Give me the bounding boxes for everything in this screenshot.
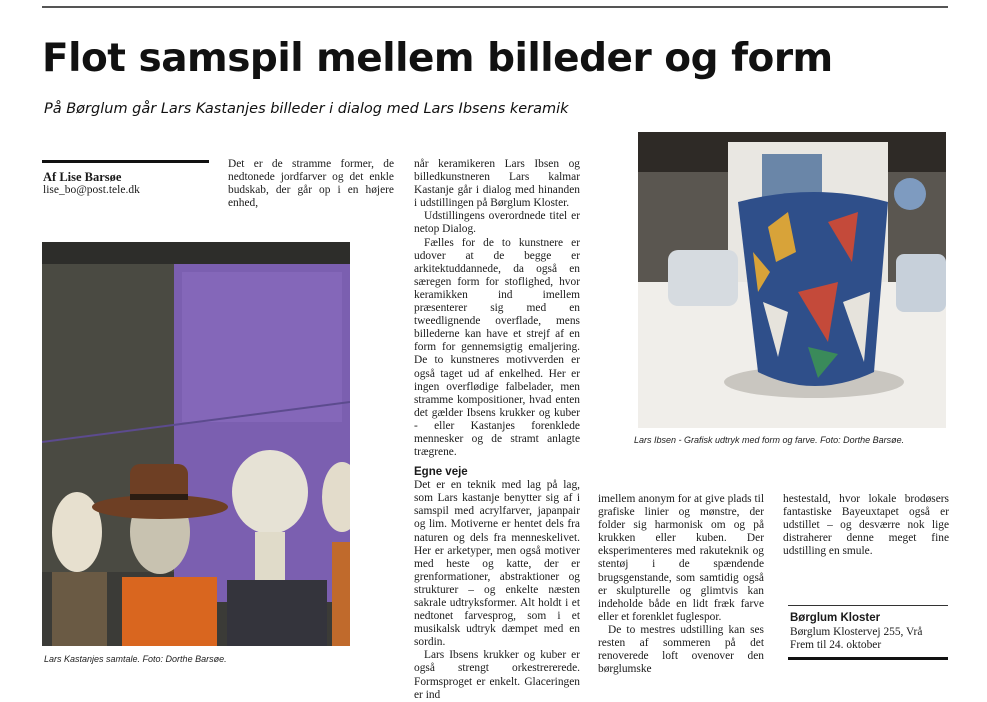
vase-photo bbox=[638, 132, 946, 428]
infobox-dates: Frem til 24. oktober bbox=[790, 639, 882, 651]
column-3-text bbox=[598, 493, 764, 676]
infobox-top-rule bbox=[788, 605, 948, 606]
section-heading: Egne veje bbox=[414, 466, 468, 479]
headline: Flot samspil mellem billeder og form bbox=[42, 36, 833, 81]
painting-photo bbox=[42, 242, 350, 646]
column-2-text bbox=[414, 158, 580, 702]
paragraph: Det er de stramme former, de nedtonede jordfarver og det enkle budskab, der går op i en højere enhed, bbox=[228, 158, 394, 210]
infobox-bottom-rule bbox=[788, 657, 948, 660]
author-email[interactable]: lise_bo@post.tele.dk bbox=[43, 184, 140, 196]
vase-image bbox=[638, 132, 946, 428]
byline-rule bbox=[42, 160, 209, 163]
infobox bbox=[790, 612, 922, 653]
paragraph: De to mestres udstilling kan ses resten af sommeren på det renoverede loft ovenover den børglumske bbox=[598, 623, 764, 676]
paragraph: Lars Ibsens krukker og kuber er også strengt orkestrererede. Formsproget er enkelt. Glaceringen er ind bbox=[414, 649, 580, 701]
column-1-text bbox=[228, 158, 394, 210]
subheading: På Børglum går Lars Kastanjes billeder i dialog med Lars Ibsens keramik bbox=[44, 101, 569, 117]
top-rule bbox=[42, 6, 948, 8]
author: Af Lise Barsøe bbox=[43, 170, 122, 184]
paragraph: hestestald, hvor lokale brodøsers fantastiske Bayeuxtapet også er udstillet – og desværre nok lige distraherer denne meget fine udstilling en smule. bbox=[783, 493, 949, 558]
paragraph: imellem anonym for at give plads til grafiske linier og mønstre, der folder sig harmonisk om og på krukken eller kuben. Der eksperimenteres med rakuteknik og stentøj i de spændende brugsgenstande, som samtidig også er skulpturelle og glimtvis kan indeholde både en lidt fræk farve eller et forenklet fuglespor. bbox=[598, 493, 764, 623]
painting-caption: Lars Kastanjes samtale. Foto: Dorthe Barsøe. bbox=[44, 654, 227, 664]
vase-caption: Lars Ibsen - Grafisk udtryk med form og farve. Foto: Dorthe Barsøe. bbox=[634, 435, 905, 445]
painting-image bbox=[42, 242, 350, 646]
infobox-title: Børglum Kloster bbox=[790, 612, 881, 624]
paragraph: Fælles for de to kunstnere er udover at de begge er arkitektuddannede, da også en særegen form for stoflighed, hvor keramikken ind imellem præsenterer sig med en tweedlignende overflade, mens billederne kan have et strejf af en form for gennemsigtig emaljering. De to kunstneres motivverden er også taget ud af enkelhed. Her er ingen overflødige falbelader, men stramme kompositioner, hvad enten det gælder Ibsens krukker og kuber - eller Kastanjes forenklede mennesker og de stramt anlagte trægrene. bbox=[414, 236, 580, 459]
column-4-text bbox=[783, 493, 949, 558]
infobox-address: Børglum Klostervej 255, Vrå bbox=[790, 625, 923, 638]
paragraph: Det er en teknik med lag på lag, som Lars kastanje benytter sig af i samspil med acrylfarver, japanpair og lim. Motiverne er hentet dels fra naturen og dels fra menneskelivet. Her er arketyper, men også motiver med heste og katte, der er grenformationer, abstraktioner og strukturer – og enkelte næsten sakrale udtryksformer. Alt holdt i et nedtonet farvesprog, som i et musikalsk udtryk dæmpet med en sordin. bbox=[414, 479, 580, 649]
paragraph: Udstillingens overordnede titel er netop Dialog. bbox=[414, 210, 580, 236]
paragraph: når keramikeren Lars Ibsen og billedkunstneren Lars kalmar Kastanje går i dialog med hinanden i udstillingen på Børglum Kloster. bbox=[414, 158, 580, 210]
